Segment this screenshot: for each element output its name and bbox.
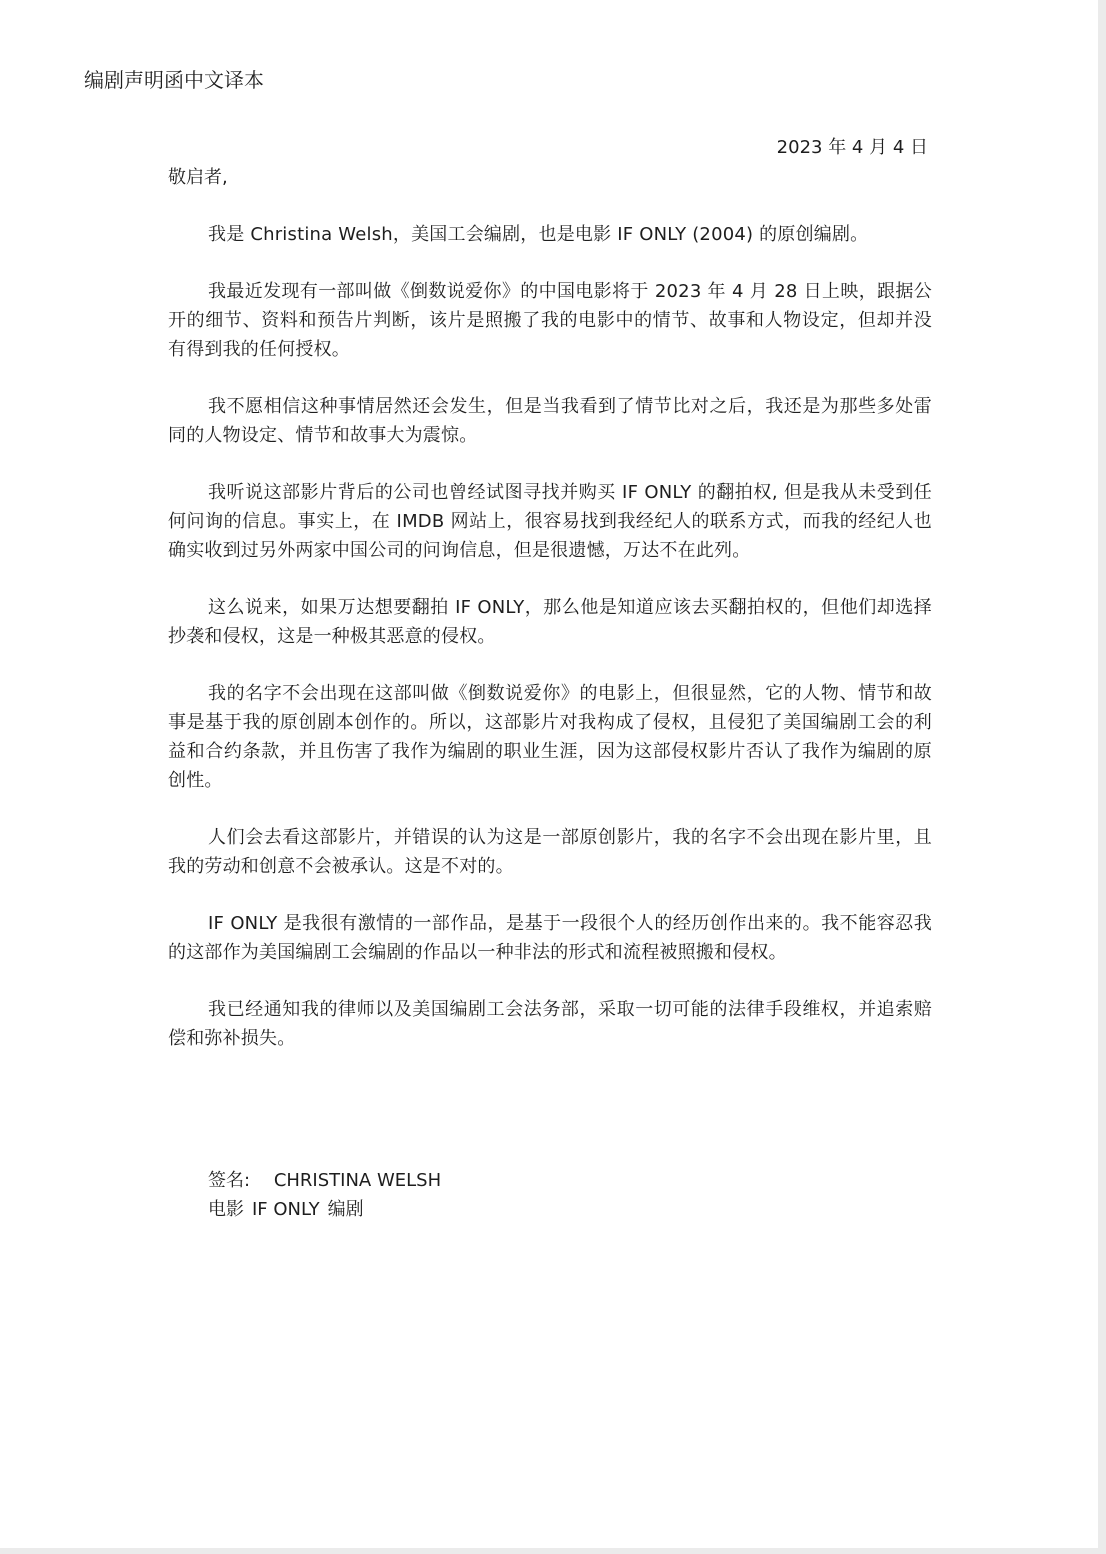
signature-name: CHRISTINA WELSH bbox=[273, 1170, 442, 1191]
signature-line bbox=[208, 1166, 441, 1195]
paragraph-personal-work: IF ONLY 是我很有激情的一部作品，是基于一段很个人的经历创作出来的。我不能容忍我的这部作为美国编剧工会编剧的作品以一种非法的形式和流程被照搬和侵权。 bbox=[168, 913, 932, 963]
page-edge-bottom bbox=[0, 1548, 1106, 1554]
letter-date: 2023 年 4 月 4 日 bbox=[776, 137, 928, 158]
signature-role: 编剧 bbox=[327, 1199, 364, 1220]
signature-role-line bbox=[208, 1195, 441, 1224]
signature-block bbox=[208, 1166, 441, 1224]
signature-label: 签名: bbox=[208, 1170, 251, 1191]
letter-body bbox=[168, 163, 932, 1081]
page-edge-right bbox=[1098, 0, 1106, 1554]
document-title: 编剧声明函中文译本 bbox=[84, 68, 264, 92]
paragraph-rights-inquiry: 我听说这部影片背后的公司也曾经试图寻找并购买 IF ONLY 的翻拍权, 但是我从未受到任何问询的信息。事实上，在 IMDB 网站上，很容易找到我经纪人的联系方式，而我的经纪人也确实收到过另外两家中国公司的问询信息，但是很遗憾，万达不在此列。 bbox=[168, 482, 932, 561]
signature-film: IF ONLY bbox=[252, 1199, 320, 1220]
signature-role-prefix: 电影 bbox=[208, 1199, 244, 1220]
paragraph-recognition: 人们会去看这部影片，并错误的认为这是一部原创影片，我的名字不会出现在影片里，且我的劳动和创意不会被承认。这是不对的。 bbox=[168, 827, 932, 877]
salutation: 敬启者, bbox=[168, 167, 228, 188]
paragraph-legal-action: 我已经通知我的律师以及美国编剧工会法务部，采取一切可能的法律手段维权，并追索赔偿和弥补损失。 bbox=[168, 999, 932, 1049]
paragraph-plagiarism: 这么说来，如果万达想要翻拍 IF ONLY，那么他是知道应该去买翻拍权的，但他们却选择抄袭和侵权，这是一种极其恶意的侵权。 bbox=[168, 597, 932, 647]
paragraph-shock: 我不愿相信这种事情居然还会发生，但是当我看到了情节比对之后，我还是为那些多处雷同的人物设定、情节和故事大为震惊。 bbox=[168, 396, 932, 446]
paragraph-intro: 我是 Christina Welsh，美国工会编剧，也是电影 IF ONLY (2004) 的原创编剧。 bbox=[208, 224, 869, 245]
paragraph-discovery: 我最近发现有一部叫做《倒数说爱你》的中国电影将于 2023 年 4 月 28 日上映，跟据公开的细节、资料和预告片判断，该片是照搬了我的电影中的情节、故事和人物设定，但却并没有得到我的任何授权。 bbox=[168, 281, 932, 360]
paragraph-infringement: 我的名字不会出现在这部叫做《倒数说爱你》的电影上，但很显然，它的人物、情节和故事是基于我的原创剧本创作的。所以，这部影片对我构成了侵权，且侵犯了美国编剧工会的利益和合约条款，并且伤害了我作为编剧的职业生涯，因为这部侵权影片否认了我作为编剧的原创性。 bbox=[168, 683, 932, 791]
